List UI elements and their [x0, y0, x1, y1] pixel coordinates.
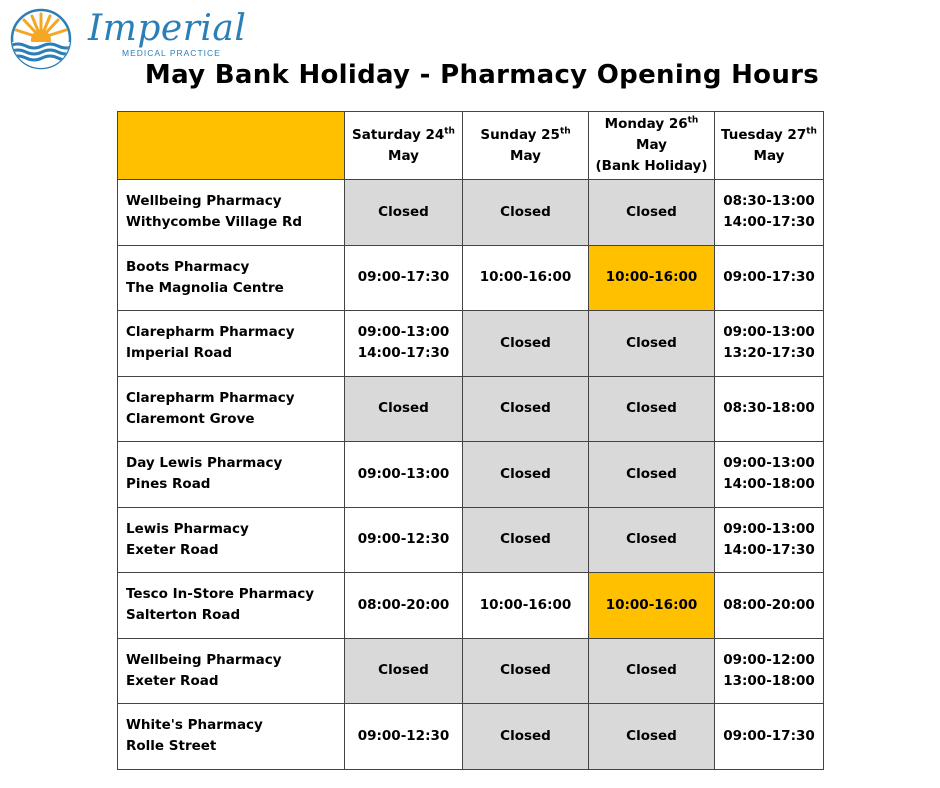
- pharmacy-location: Salterton Road: [126, 607, 241, 624]
- hours-cell: [715, 180, 824, 246]
- hours-value: Closed: [500, 465, 551, 482]
- hours-cell: [715, 442, 824, 508]
- pharmacy-name-cell: [118, 180, 345, 246]
- hours-value: Closed: [500, 662, 551, 679]
- header-month-label: May: [388, 147, 419, 164]
- header-day: [715, 112, 824, 180]
- hours-value: 08:30-18:00: [723, 400, 815, 417]
- hours-value: 10:00-16:00: [605, 596, 698, 613]
- pharmacy-name: Boots Pharmacy: [126, 258, 250, 275]
- hours-value: Closed: [626, 727, 677, 744]
- header-month-label: May: [753, 147, 785, 164]
- hours-value: 13:20-17:30: [723, 345, 815, 362]
- hours-cell: [463, 245, 589, 311]
- hours-cell: [589, 507, 715, 573]
- hours-cell: [463, 180, 589, 246]
- pharmacy-location: Exeter Road: [126, 672, 219, 689]
- hours-cell: [589, 704, 715, 770]
- hours-cell: [715, 245, 824, 311]
- hours-value: Closed: [500, 531, 551, 548]
- hours-value: 14:00-17:30: [723, 541, 815, 558]
- table-row: [118, 638, 824, 704]
- hours-value: Closed: [626, 334, 677, 351]
- hours-cell: [345, 442, 463, 508]
- hours-value: 14:00-18:00: [723, 476, 815, 493]
- hours-cell: [715, 573, 824, 639]
- hours-value: 09:00-12:30: [357, 531, 450, 548]
- hours-cell: [589, 311, 715, 377]
- hours-value: Closed: [378, 662, 429, 679]
- hours-value: Closed: [378, 203, 429, 220]
- pharmacy-name-cell: [118, 245, 345, 311]
- hours-cell: [463, 507, 589, 573]
- pharmacy-name: Lewis Pharmacy: [126, 520, 249, 537]
- pharmacy-name-cell: [118, 442, 345, 508]
- hours-value: 09:00-17:30: [723, 727, 815, 744]
- pharmacy-location: The Magnolia Centre: [126, 279, 284, 296]
- pharmacy-location: Exeter Road: [126, 541, 219, 558]
- hours-cell: [345, 245, 463, 311]
- hours-value: Closed: [500, 203, 551, 220]
- hours-value: 09:00-12:30: [357, 727, 450, 744]
- hours-cell: [715, 704, 824, 770]
- hours-cell: [463, 442, 589, 508]
- hours-value: Closed: [626, 203, 677, 220]
- hours-value: 08:00-20:00: [357, 596, 450, 613]
- hours-cell: [589, 376, 715, 442]
- table-row: [118, 573, 824, 639]
- logo-subtitle: MEDICAL PRACTICE: [122, 48, 221, 58]
- hours-value: Closed: [626, 662, 677, 679]
- header-note-label: (Bank Holiday): [595, 158, 708, 174]
- pharmacy-location: Pines Road: [126, 476, 211, 493]
- logo-name: Imperial: [88, 8, 247, 49]
- hours-value: Closed: [500, 334, 551, 351]
- header-day-label: Saturday 24th: [352, 126, 455, 143]
- pharmacy-location: Withycombe Village Rd: [126, 214, 303, 231]
- hours-cell: [715, 376, 824, 442]
- table-row: [118, 311, 824, 377]
- hours-value: 10:00-16:00: [479, 596, 572, 613]
- table-row: [118, 442, 824, 508]
- hours-cell: [463, 376, 589, 442]
- hours-value: Closed: [626, 531, 677, 548]
- header-corner-cell: [118, 112, 345, 180]
- hours-value: 09:00-17:30: [357, 269, 450, 286]
- pharmacy-location: Imperial Road: [126, 345, 233, 362]
- hours-value: 09:00-13:00: [357, 324, 450, 341]
- hours-value: 09:00-13:00: [357, 465, 450, 482]
- hours-cell: [589, 245, 715, 311]
- pharmacy-name: Clarepharm Pharmacy: [126, 389, 295, 406]
- header-day: [463, 112, 589, 180]
- header-day-label: Sunday 25th: [480, 126, 571, 143]
- hours-cell: [463, 311, 589, 377]
- hours-value: 10:00-16:00: [479, 269, 572, 286]
- hours-cell: [589, 442, 715, 508]
- pharmacy-name: Wellbeing Pharmacy: [126, 193, 282, 210]
- hours-value: 08:30-13:00: [723, 193, 815, 210]
- hours-cell: [345, 180, 463, 246]
- hours-cell: [589, 180, 715, 246]
- hours-value: Closed: [626, 465, 677, 482]
- hours-cell: [345, 376, 463, 442]
- pharmacy-name: Day Lewis Pharmacy: [126, 455, 283, 472]
- pharmacy-location: Rolle Street: [126, 738, 217, 755]
- hours-value: 09:00-13:00: [723, 520, 815, 537]
- pharmacy-name-cell: [118, 311, 345, 377]
- pharmacy-name-cell: [118, 638, 345, 704]
- table-row: [118, 507, 824, 573]
- header-month-label: May: [636, 137, 667, 153]
- hours-cell: [345, 311, 463, 377]
- header-day-label: Tuesday 27th: [721, 126, 817, 143]
- hours-cell: [345, 573, 463, 639]
- hours-value: 08:00-20:00: [723, 596, 815, 613]
- header-day: [589, 112, 715, 180]
- header-month-label: May: [510, 147, 541, 164]
- hours-cell: [345, 704, 463, 770]
- pharmacy-name: White's Pharmacy: [126, 717, 263, 734]
- table-row: [118, 704, 824, 770]
- hours-value: Closed: [500, 400, 551, 417]
- hours-cell: [715, 507, 824, 573]
- table-row: [118, 376, 824, 442]
- pharmacy-location: Claremont Grove: [126, 410, 255, 427]
- hours-value: Closed: [378, 400, 429, 417]
- hours-cell: [715, 638, 824, 704]
- page-title: May Bank Holiday - Pharmacy Opening Hours: [144, 60, 820, 90]
- hours-cell: [463, 573, 589, 639]
- hours-cell: [715, 311, 824, 377]
- hours-cell: [463, 704, 589, 770]
- hours-cell: [589, 573, 715, 639]
- pharmacy-name-cell: [118, 704, 345, 770]
- pharmacy-name-cell: [118, 507, 345, 573]
- hours-value: 14:00-17:30: [357, 345, 450, 362]
- table-row: [118, 180, 824, 246]
- pharmacy-name-cell: [118, 376, 345, 442]
- hours-cell: [463, 638, 589, 704]
- pharmacy-name: Tesco In-Store Pharmacy: [126, 586, 315, 603]
- opening-hours-table: [117, 111, 824, 770]
- header-day: [345, 112, 463, 180]
- hours-value: 09:00-12:00: [723, 651, 815, 668]
- pharmacy-name: Wellbeing Pharmacy: [126, 651, 282, 668]
- hours-cell: [345, 507, 463, 573]
- hours-value: 09:00-13:00: [723, 324, 815, 341]
- hours-value: Closed: [500, 727, 551, 744]
- hours-value: 10:00-16:00: [605, 269, 698, 286]
- hours-value: 09:00-17:30: [723, 269, 815, 286]
- table-header-row: [118, 112, 824, 180]
- hours-value: 09:00-13:00: [723, 455, 815, 472]
- hours-cell: [345, 638, 463, 704]
- hours-value: Closed: [626, 400, 677, 417]
- pharmacy-name: Clarepharm Pharmacy: [126, 324, 295, 341]
- pharmacy-name-cell: [118, 573, 345, 639]
- header-day-label: Monday 26th: [604, 115, 699, 132]
- hours-cell: [589, 638, 715, 704]
- hours-value: 13:00-18:00: [723, 672, 815, 689]
- table-row: [118, 245, 824, 311]
- hours-value: 14:00-17:30: [723, 214, 815, 231]
